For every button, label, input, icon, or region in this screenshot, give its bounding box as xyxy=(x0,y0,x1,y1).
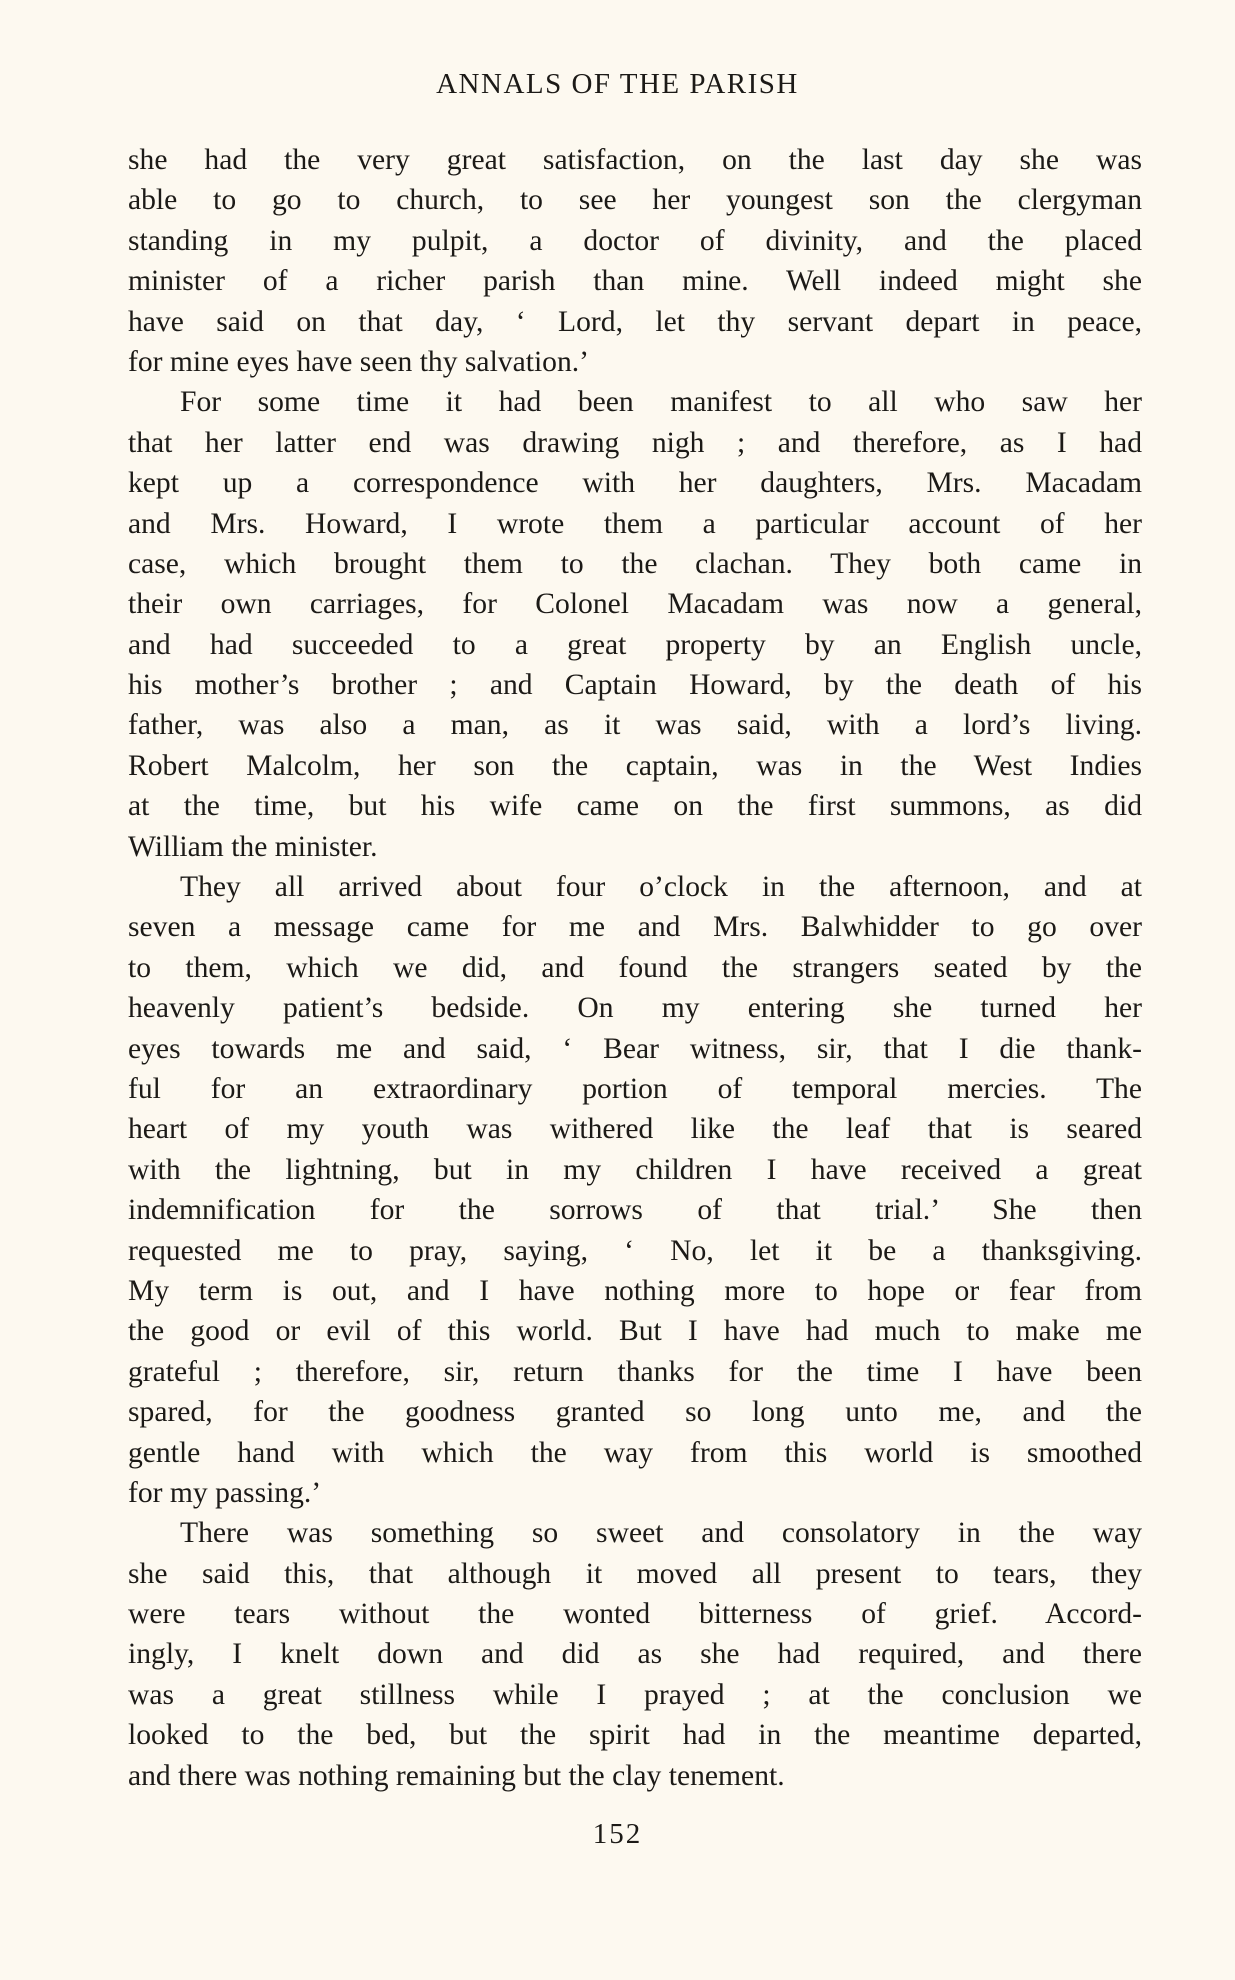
text-line: heavenly patient’s bedside. On my entering she turned her xyxy=(128,992,1142,1025)
text-line: that her latter end was drawing nigh ; and therefore, as I had xyxy=(128,426,1142,459)
text-line: and Mrs. Howard, I wrote them a particular account of her xyxy=(128,507,1142,540)
text-line: were tears without the wonted bitterness of grief. Accord- xyxy=(128,1598,1142,1631)
text-line: the good or evil of this world. But I have had much to make me xyxy=(128,1315,1142,1348)
text-line: For some time it had been manifest to all who saw her xyxy=(180,386,1142,419)
page-number: 152 xyxy=(592,1818,643,1850)
text-line: and had succeeded to a great property by an English uncle, xyxy=(128,628,1142,661)
text-line: My term is out, and I have nothing more to hope or fear from xyxy=(128,1274,1142,1307)
text-line: Robert Malcolm, her son the captain, was in the West Indies xyxy=(128,749,1142,782)
text-line: standing in my pulpit, a doctor of divinity, and the placed xyxy=(128,224,1142,257)
text-line: minister of a richer parish than mine. Well indeed might she xyxy=(128,265,1142,298)
text-line: case, which brought them to the clachan. They both came in xyxy=(128,547,1142,580)
running-head: ANNALS OF THE PARISH xyxy=(436,68,799,100)
text-line: she had the very great satisfaction, on the last day she was xyxy=(128,144,1142,176)
text-line: indemnification for the sorrows of that trial.’ She then xyxy=(128,1194,1142,1227)
text-line: grateful ; therefore, sir, return thanks for the time I have been xyxy=(128,1355,1142,1388)
text-line: gentle hand with which the way from this world is smoothed xyxy=(128,1436,1142,1469)
text-line: eyes towards me and said, ‘ Bear witness, sir, that I die thank- xyxy=(128,1032,1142,1065)
text-line: seven a message came for me and Mrs. Balwhidder to go over xyxy=(128,911,1142,944)
text-line: They all arrived about four o’clock in the afternoon, and at xyxy=(180,871,1142,904)
text-line: kept up a correspondence with her daughters, Mrs. Macadam xyxy=(128,467,1142,500)
text-line: heart of my youth was withered like the leaf that is seared xyxy=(128,1113,1142,1146)
body-text xyxy=(128,140,1142,1796)
text-line: to them, which we did, and found the strangers seated by the xyxy=(128,951,1142,984)
text-line: have said on that day, ‘ Lord, let thy servant depart in peace, xyxy=(128,305,1142,338)
text-line: for mine eyes have seen thy salvation.’ xyxy=(128,345,590,378)
text-line: ingly, I knelt down and did as she had required, and there xyxy=(128,1638,1142,1671)
text-line: William the minister. xyxy=(128,830,378,863)
text-line: with the lightning, but in my children I have received a great xyxy=(128,1153,1142,1186)
text-line: she said this, that although it moved all present to tears, they xyxy=(128,1557,1142,1590)
text-line: and there was nothing remaining but the clay tenement. xyxy=(128,1759,785,1792)
text-line: father, was also a man, as it was said, with a lord’s living. xyxy=(128,709,1142,742)
text-line: able to go to church, to see her youngest son the clergyman xyxy=(128,184,1142,217)
text-line: for my passing.’ xyxy=(128,1476,322,1509)
text-line: their own carriages, for Colonel Macadam was now a general, xyxy=(128,588,1142,621)
text-line: at the time, but his wife came on the first summons, as did xyxy=(128,790,1142,823)
text-line: spared, for the goodness granted so long unto me, and the xyxy=(128,1396,1142,1429)
text-line: was a great stillness while I prayed ; at the conclusion we xyxy=(128,1678,1142,1711)
text-line: There was something so sweet and consolatory in the way xyxy=(180,1517,1142,1550)
text-line: requested me to pray, saying, ‘ No, let it be a thanksgiving. xyxy=(128,1234,1142,1267)
text-line: looked to the bed, but the spirit had in the meantime departed, xyxy=(128,1719,1142,1752)
text-line: his mother’s brother ; and Captain Howard, by the death of his xyxy=(128,669,1142,702)
text-line: ful for an extraordinary portion of temporal mercies. The xyxy=(128,1072,1142,1105)
